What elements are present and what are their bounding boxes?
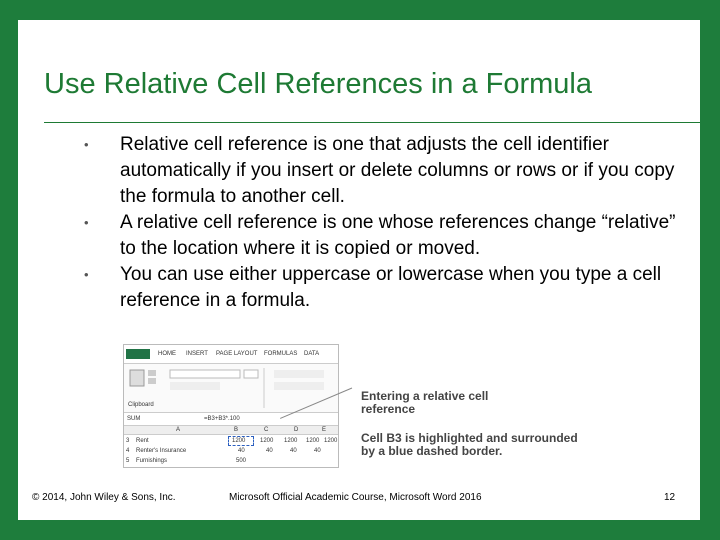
callout-relative-reference: Entering a relative cell reference xyxy=(361,389,489,416)
bullet-item xyxy=(78,132,678,210)
cell-value: 40 xyxy=(314,448,321,454)
tab-formulas: FORMULAS xyxy=(264,351,298,357)
cell-value: 1200 xyxy=(324,438,338,444)
cell-value: 1200 xyxy=(284,438,298,444)
column-header: C xyxy=(264,427,269,433)
column-header: E xyxy=(322,427,327,433)
tab-page-layout: PAGE LAYOUT xyxy=(216,351,258,357)
row-number: 5 xyxy=(126,458,130,464)
row-number: 3 xyxy=(126,438,130,444)
bullet-text: Relative cell reference is one that adjusts the cell identifier automatically if you insert or delete columns or rows or if you copy the formula to another cell. xyxy=(120,134,675,207)
bullet-dot-icon: • xyxy=(84,215,89,230)
column-header: A xyxy=(176,427,181,433)
name-box: SUM xyxy=(127,416,141,422)
file-tab xyxy=(126,349,150,359)
cell-value: 40 xyxy=(238,448,245,454)
clipboard-label: Clipboard xyxy=(128,402,154,408)
worksheet-grid xyxy=(124,426,338,467)
bullet-item xyxy=(78,262,678,314)
cell-value: 40 xyxy=(266,448,273,454)
cell-value: 40 xyxy=(290,448,297,454)
column-header: D xyxy=(294,427,299,433)
ribbon-icons xyxy=(124,364,338,412)
bullet-dot-icon: • xyxy=(84,267,89,282)
bullet-item xyxy=(78,210,678,262)
callout-highlighted-cell: Cell B3 is highlighted and surrounded by a blue dashed border. xyxy=(361,431,578,458)
row-label: Furnishings xyxy=(136,458,168,464)
title-underline xyxy=(44,122,700,123)
tab-data: DATA xyxy=(304,351,320,357)
page-number: 12 xyxy=(664,492,676,503)
tab-insert: INSERT xyxy=(186,351,208,357)
column-header: B xyxy=(234,427,239,433)
slide xyxy=(18,20,700,520)
bullet-text: You can use either uppercase or lowercase when you type a cell reference in a formula. xyxy=(120,264,662,311)
footer-course: Microsoft Official Academic Course, Microsoft Word 2016 xyxy=(229,492,482,503)
bullet-text: A relative cell reference is one whose references change “relative” to the location where it is copied or moved. xyxy=(120,212,676,259)
tab-home: HOME xyxy=(158,351,176,357)
formula-text: =B3+B3*.100 xyxy=(204,416,240,422)
formula-bar xyxy=(124,413,338,426)
cell-value: 500 xyxy=(236,458,247,464)
row-number: 4 xyxy=(126,448,130,454)
cell-value: 1200 xyxy=(232,438,246,444)
column-header-row xyxy=(124,426,338,435)
footer-copyright: © 2014, John Wiley & Sons, Inc. xyxy=(32,492,176,503)
bullet-dot-icon: • xyxy=(84,137,89,152)
row-label: Rent xyxy=(136,438,149,444)
bullet-list xyxy=(78,132,678,314)
cell-value: 1200 xyxy=(260,438,274,444)
cell-value: 1200 xyxy=(306,438,320,444)
ribbon-tabs xyxy=(124,345,338,364)
slide-title: Use Relative Cell References in a Formula xyxy=(44,68,592,100)
row-label: Renter's Insurance xyxy=(136,448,187,454)
